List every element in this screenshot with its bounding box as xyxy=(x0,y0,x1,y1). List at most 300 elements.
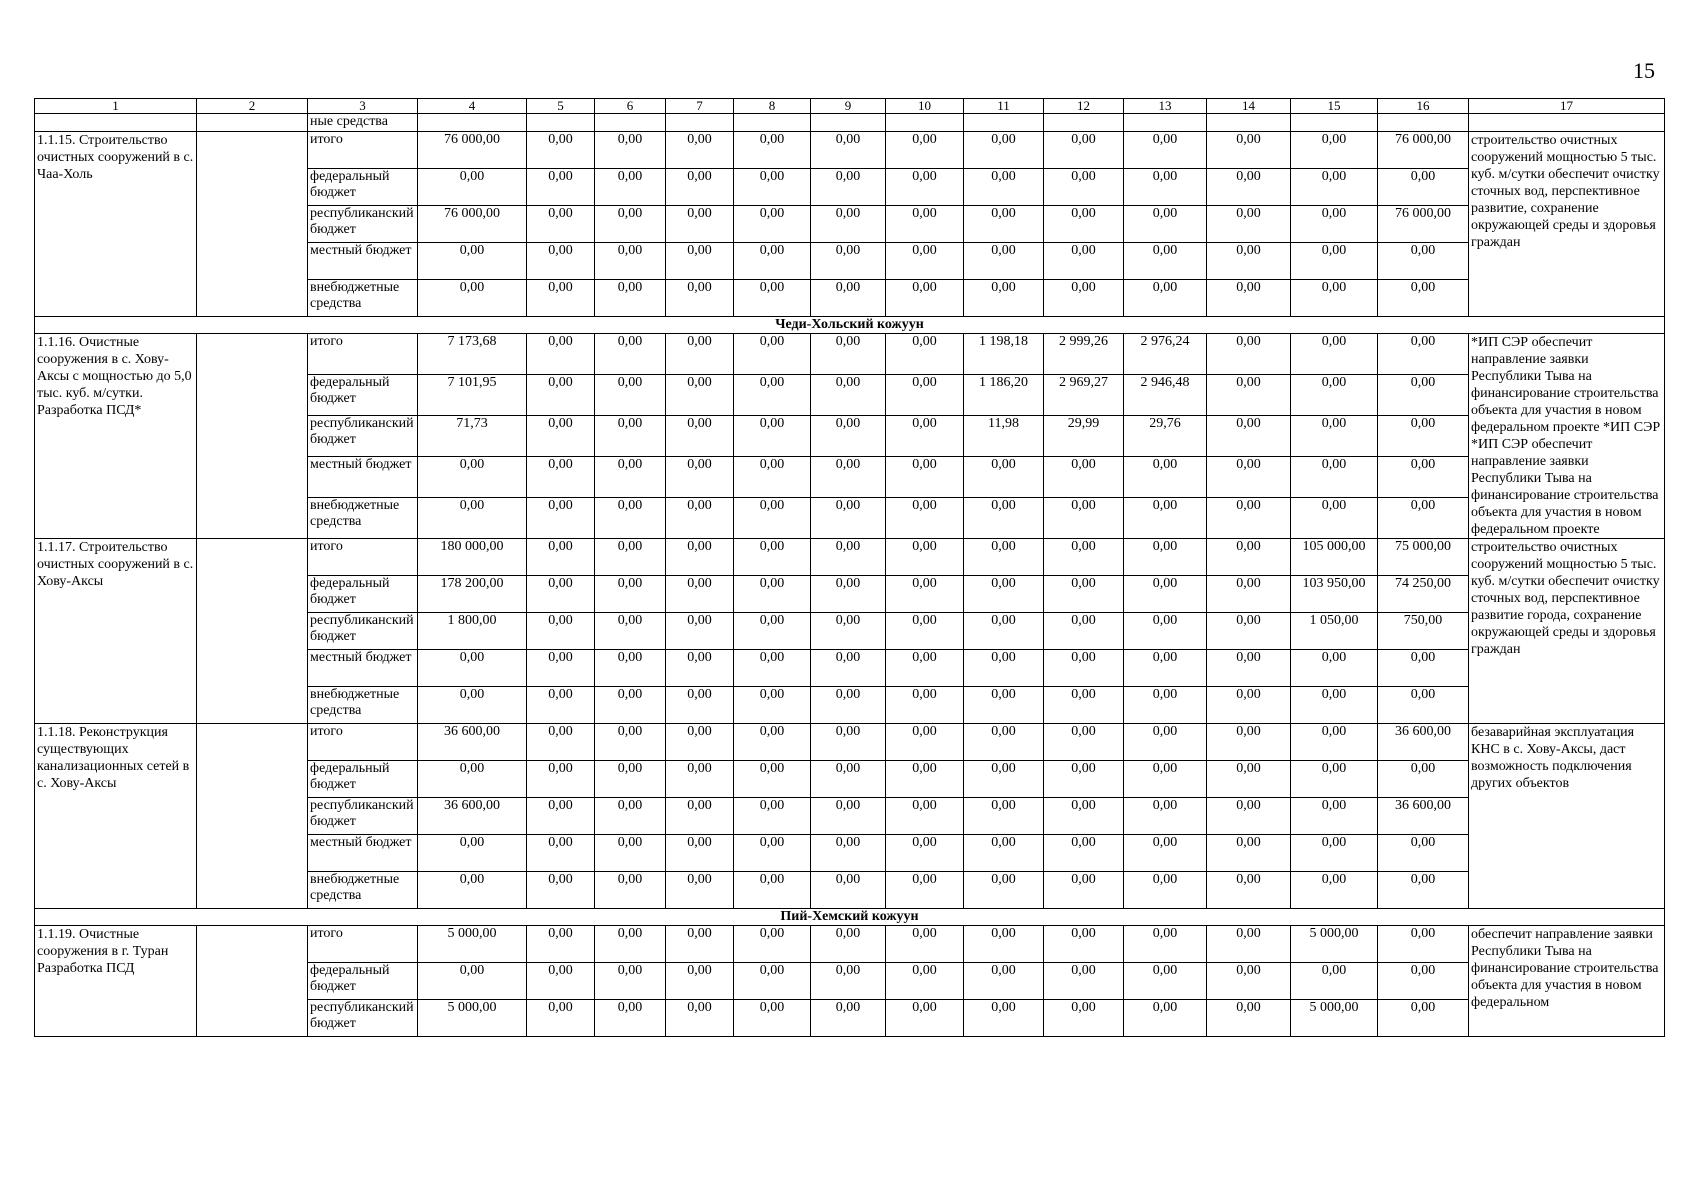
value-cell: 0,00 xyxy=(1207,457,1291,498)
value-cell: 0,00 xyxy=(1044,169,1124,206)
value-cell: 0,00 xyxy=(964,498,1044,539)
value-cell: 0,00 xyxy=(1207,613,1291,650)
measure-name: 1.1.16. Очистные сооружения в с. Хову-Аксы с мощностью до 5,0 тыс. куб. м/сутки. Разработка ПСД* xyxy=(35,334,197,539)
value-cell: 0,00 xyxy=(811,132,886,169)
value-cell: 0,00 xyxy=(666,206,734,243)
value-cell: 0,00 xyxy=(734,375,811,416)
value-cell: 0,00 xyxy=(1124,650,1207,687)
funding-source: итого xyxy=(308,539,418,576)
value-cell: 0,00 xyxy=(811,375,886,416)
value-cell: 0,00 xyxy=(811,761,886,798)
value-cell: 0,00 xyxy=(527,724,595,761)
value-cell: 0,00 xyxy=(1291,457,1378,498)
column-number: 11 xyxy=(964,99,1044,114)
value-cell: 0,00 xyxy=(811,206,886,243)
value-cell: 0,00 xyxy=(595,687,666,724)
value-cell: 0,00 xyxy=(418,872,527,909)
value-cell: 0,00 xyxy=(595,132,666,169)
section-title: Пий-Хемский кожуун xyxy=(35,909,1665,926)
value-cell: 0,00 xyxy=(734,539,811,576)
value-cell: 0,00 xyxy=(1291,280,1378,317)
budget-table xyxy=(34,98,1665,1037)
expected-result: обеспечит направление заявки Республики Тыва на финансирование строительства объекта для участия в новом федеральном xyxy=(1469,926,1665,1037)
value-cell: 0,00 xyxy=(964,872,1044,909)
value-cell: 0,00 xyxy=(595,457,666,498)
value-cell: 0,00 xyxy=(1378,835,1469,872)
value-cell: 0,00 xyxy=(1291,687,1378,724)
value-cell: 0,00 xyxy=(886,613,964,650)
value-cell: 0,00 xyxy=(734,963,811,1000)
value-cell: 0,00 xyxy=(527,132,595,169)
value-cell: 0,00 xyxy=(886,206,964,243)
value-cell: 36 600,00 xyxy=(418,724,527,761)
funding-source: внебюджетные средства xyxy=(308,498,418,539)
value-cell: 0,00 xyxy=(527,963,595,1000)
value-cell: 0,00 xyxy=(886,963,964,1000)
value-cell: 0,00 xyxy=(964,206,1044,243)
table-row xyxy=(35,539,1665,576)
value-cell: 0,00 xyxy=(886,498,964,539)
value-cell: 0,00 xyxy=(595,576,666,613)
value-cell: 0,00 xyxy=(1378,280,1469,317)
value-cell: 0,00 xyxy=(811,539,886,576)
value-cell: 0,00 xyxy=(1124,206,1207,243)
value-cell: 0,00 xyxy=(527,375,595,416)
value-cell: 29,76 xyxy=(1124,416,1207,457)
value-cell: 0,00 xyxy=(1207,539,1291,576)
value-cell: 0,00 xyxy=(964,963,1044,1000)
value-cell: 0,00 xyxy=(734,798,811,835)
table-body xyxy=(35,99,1665,1037)
value-cell: 0,00 xyxy=(811,650,886,687)
value-cell: 0,00 xyxy=(811,498,886,539)
value-cell: 0,00 xyxy=(1378,498,1469,539)
value-cell: 0,00 xyxy=(811,724,886,761)
value-cell: 0,00 xyxy=(811,576,886,613)
value-cell: 0,00 xyxy=(886,687,964,724)
value-cell: 0,00 xyxy=(1124,1000,1207,1037)
value-cell: 0,00 xyxy=(418,243,527,280)
value-cell: 0,00 xyxy=(964,835,1044,872)
value-cell: 0,00 xyxy=(1378,457,1469,498)
value-cell: 0,00 xyxy=(964,761,1044,798)
value-cell: 0,00 xyxy=(1378,334,1469,375)
value-cell: 0,00 xyxy=(811,835,886,872)
value-cell: 5 000,00 xyxy=(418,1000,527,1037)
value-cell: 0,00 xyxy=(1291,963,1378,1000)
value-cell: 0,00 xyxy=(964,926,1044,963)
value-cell: 0,00 xyxy=(1124,169,1207,206)
column-number: 4 xyxy=(418,99,527,114)
value-cell: 105 000,00 xyxy=(1291,539,1378,576)
value-cell: 0,00 xyxy=(886,280,964,317)
value-cell: 0,00 xyxy=(1124,498,1207,539)
value-cell: 0,00 xyxy=(734,613,811,650)
value-cell: 0,00 xyxy=(1207,416,1291,457)
value-cell: 0,00 xyxy=(527,872,595,909)
value-cell: 0,00 xyxy=(1124,576,1207,613)
value-cell: 0,00 xyxy=(666,1000,734,1037)
funding-source: итого xyxy=(308,724,418,761)
value-cell: 36 600,00 xyxy=(418,798,527,835)
value-cell: 0,00 xyxy=(1207,798,1291,835)
value-cell: 0,00 xyxy=(734,650,811,687)
value-cell: 0,00 xyxy=(886,872,964,909)
table-row xyxy=(35,132,1665,169)
value-cell: 0,00 xyxy=(811,416,886,457)
value-cell: 0,00 xyxy=(1044,724,1124,761)
value-cell: 0,00 xyxy=(595,613,666,650)
value-cell: 0,00 xyxy=(886,539,964,576)
value-cell: 0,00 xyxy=(1044,498,1124,539)
value-cell: 0,00 xyxy=(964,1000,1044,1037)
value-cell: 0,00 xyxy=(527,206,595,243)
value-cell: 0,00 xyxy=(886,457,964,498)
value-cell: 0,00 xyxy=(886,375,964,416)
value-cell: 1 050,00 xyxy=(1291,613,1378,650)
value-cell: 0,00 xyxy=(1291,169,1378,206)
value-cell: 0,00 xyxy=(527,416,595,457)
value-cell: 0,00 xyxy=(1207,169,1291,206)
value-cell: 0,00 xyxy=(1291,132,1378,169)
value-cell: 0,00 xyxy=(886,1000,964,1037)
value-cell: 0,00 xyxy=(1378,963,1469,1000)
value-cell: 0,00 xyxy=(1124,280,1207,317)
value-cell: 0,00 xyxy=(666,872,734,909)
value-cell: 0,00 xyxy=(1291,243,1378,280)
value-cell: 0,00 xyxy=(595,650,666,687)
funding-source: местный бюджет xyxy=(308,650,418,687)
value-cell: 0,00 xyxy=(595,539,666,576)
value-cell: 0,00 xyxy=(886,650,964,687)
value-cell: 0,00 xyxy=(666,375,734,416)
column-number: 14 xyxy=(1207,99,1291,114)
value-cell: 0,00 xyxy=(886,169,964,206)
column-number: 3 xyxy=(308,99,418,114)
value-cell: 0,00 xyxy=(811,613,886,650)
value-cell: 0,00 xyxy=(734,206,811,243)
value-cell: 0,00 xyxy=(1207,334,1291,375)
value-cell: 0,00 xyxy=(1378,1000,1469,1037)
section-row xyxy=(35,909,1665,926)
value-cell: 0,00 xyxy=(527,457,595,498)
value-cell: 0,00 xyxy=(1378,687,1469,724)
value-cell: 0,00 xyxy=(666,243,734,280)
value-cell: 74 250,00 xyxy=(1378,576,1469,613)
value-cell: 0,00 xyxy=(1378,872,1469,909)
value-cell: 0,00 xyxy=(1124,687,1207,724)
value-cell: 0,00 xyxy=(1124,963,1207,1000)
value-cell: 0,00 xyxy=(1291,416,1378,457)
value-cell: 0,00 xyxy=(734,169,811,206)
funding-source: внебюджетные средства xyxy=(308,687,418,724)
value-cell: 0,00 xyxy=(418,963,527,1000)
value-cell: 0,00 xyxy=(666,613,734,650)
value-cell: 0,00 xyxy=(734,926,811,963)
value-cell: 0,00 xyxy=(1044,872,1124,909)
value-cell: 750,00 xyxy=(1378,613,1469,650)
value-cell: 0,00 xyxy=(964,243,1044,280)
value-cell: 0,00 xyxy=(1378,650,1469,687)
value-cell: 0,00 xyxy=(666,724,734,761)
value-cell: 0,00 xyxy=(1124,613,1207,650)
section-title: Чеди-Хольский кожуун xyxy=(35,317,1665,334)
funding-source: местный бюджет xyxy=(308,835,418,872)
value-cell: 36 600,00 xyxy=(1378,798,1469,835)
value-cell: 0,00 xyxy=(886,132,964,169)
value-cell: 0,00 xyxy=(1378,926,1469,963)
value-cell: 0,00 xyxy=(527,687,595,724)
value-cell: 0,00 xyxy=(666,576,734,613)
value-cell: 0,00 xyxy=(1207,724,1291,761)
value-cell: 0,00 xyxy=(595,835,666,872)
value-cell: 0,00 xyxy=(886,798,964,835)
value-cell: 0,00 xyxy=(1291,334,1378,375)
value-cell: 0,00 xyxy=(964,457,1044,498)
value-cell: 0,00 xyxy=(1044,280,1124,317)
value-cell: 0,00 xyxy=(527,650,595,687)
value-cell: 0,00 xyxy=(527,169,595,206)
value-cell: 0,00 xyxy=(595,169,666,206)
value-cell: 0,00 xyxy=(811,687,886,724)
value-cell: 0,00 xyxy=(666,650,734,687)
value-cell: 0,00 xyxy=(886,926,964,963)
value-cell: 0,00 xyxy=(1378,243,1469,280)
value-cell: 0,00 xyxy=(1124,798,1207,835)
value-cell: 11,98 xyxy=(964,416,1044,457)
value-cell: 36 600,00 xyxy=(1378,724,1469,761)
value-cell: 0,00 xyxy=(734,457,811,498)
value-cell: 0,00 xyxy=(734,872,811,909)
value-cell: 0,00 xyxy=(1044,613,1124,650)
value-cell: 0,00 xyxy=(886,416,964,457)
value-cell: 5 000,00 xyxy=(418,926,527,963)
value-cell: 0,00 xyxy=(527,243,595,280)
value-cell: 0,00 xyxy=(811,243,886,280)
value-cell: 0,00 xyxy=(527,576,595,613)
value-cell: 0,00 xyxy=(527,539,595,576)
value-cell: 0,00 xyxy=(811,334,886,375)
value-cell: 0,00 xyxy=(527,798,595,835)
funding-source: итого xyxy=(308,334,418,375)
value-cell: 0,00 xyxy=(527,280,595,317)
value-cell: 0,00 xyxy=(1378,375,1469,416)
value-cell: 0,00 xyxy=(1207,132,1291,169)
value-cell: 0,00 xyxy=(1044,963,1124,1000)
expected-result: строительство очистных сооружений мощностью 5 тыс. куб. м/сутки обеспечит очистку сточных вод, перспективное развитие, сохранение окружающей среды и здоровья граждан xyxy=(1469,132,1665,317)
value-cell: 0,00 xyxy=(1207,1000,1291,1037)
value-cell: 2 999,26 xyxy=(1044,334,1124,375)
expected-result: строительство очистных сооружений мощностью 5 тыс. куб. м/сутки обеспечит очистку сточных вод, перспективное развитие города, сохранение окружающей среды и здоровья граждан xyxy=(1469,539,1665,724)
value-cell: 0,00 xyxy=(1044,687,1124,724)
value-cell: 0,00 xyxy=(527,613,595,650)
value-cell: 178 200,00 xyxy=(418,576,527,613)
value-cell: 0,00 xyxy=(1044,243,1124,280)
column-number: 9 xyxy=(811,99,886,114)
value-cell: 0,00 xyxy=(1044,206,1124,243)
column-number: 5 xyxy=(527,99,595,114)
value-cell: 0,00 xyxy=(1124,539,1207,576)
funding-source: внебюджетные средства xyxy=(308,280,418,317)
value-cell: 0,00 xyxy=(811,798,886,835)
value-cell: 0,00 xyxy=(1124,761,1207,798)
value-cell: 0,00 xyxy=(1291,375,1378,416)
value-cell: 0,00 xyxy=(1291,650,1378,687)
section-row xyxy=(35,317,1665,334)
value-cell: 0,00 xyxy=(595,375,666,416)
value-cell: 0,00 xyxy=(418,650,527,687)
funding-source: местный бюджет xyxy=(308,457,418,498)
value-cell: 0,00 xyxy=(734,1000,811,1037)
value-cell: 0,00 xyxy=(964,576,1044,613)
value-cell: 0,00 xyxy=(1207,872,1291,909)
value-cell: 0,00 xyxy=(527,1000,595,1037)
value-cell: 0,00 xyxy=(811,872,886,909)
continuation-row xyxy=(35,114,1665,132)
value-cell: 0,00 xyxy=(595,334,666,375)
table-row xyxy=(35,724,1665,761)
value-cell: 0,00 xyxy=(666,835,734,872)
value-cell: 103 950,00 xyxy=(1291,576,1378,613)
value-cell: 0,00 xyxy=(1044,576,1124,613)
measure-name: 1.1.19. Очистные сооружения в г. Туран Разработка ПСД xyxy=(35,926,197,1037)
value-cell: 0,00 xyxy=(418,761,527,798)
value-cell: 0,00 xyxy=(666,280,734,317)
value-cell: 0,00 xyxy=(595,280,666,317)
funding-source: местный бюджет xyxy=(308,243,418,280)
value-cell: 0,00 xyxy=(811,963,886,1000)
value-cell: 0,00 xyxy=(666,169,734,206)
value-cell: 0,00 xyxy=(666,761,734,798)
value-cell: 0,00 xyxy=(595,1000,666,1037)
value-cell: 0,00 xyxy=(1207,375,1291,416)
funding-source: федеральный бюджет xyxy=(308,963,418,1000)
column-number-row xyxy=(35,99,1665,114)
value-cell: 0,00 xyxy=(734,724,811,761)
value-cell: 0,00 xyxy=(734,835,811,872)
value-cell: 0,00 xyxy=(964,539,1044,576)
value-cell: 0,00 xyxy=(811,280,886,317)
funding-source: федеральный бюджет xyxy=(308,761,418,798)
value-cell: 0,00 xyxy=(886,761,964,798)
page-number: 15 xyxy=(1633,58,1655,83)
value-cell: 0,00 xyxy=(811,1000,886,1037)
funding-source: республиканский бюджет xyxy=(308,1000,418,1037)
value-cell: 0,00 xyxy=(964,132,1044,169)
value-cell: 0,00 xyxy=(1124,243,1207,280)
value-cell: 0,00 xyxy=(1207,650,1291,687)
value-cell: 0,00 xyxy=(886,576,964,613)
value-cell: 0,00 xyxy=(1124,835,1207,872)
value-cell: 0,00 xyxy=(734,498,811,539)
value-cell: 76 000,00 xyxy=(1378,132,1469,169)
value-cell: 0,00 xyxy=(595,872,666,909)
value-cell: 0,00 xyxy=(1207,835,1291,872)
value-cell: 0,00 xyxy=(1291,872,1378,909)
value-cell: 0,00 xyxy=(595,206,666,243)
value-cell: 0,00 xyxy=(595,416,666,457)
funding-source: федеральный бюджет xyxy=(308,576,418,613)
expected-result: безаварийная эксплуатация КНС в с. Хову-Аксы, даст возможность подключения других объектов xyxy=(1469,724,1665,909)
column-number: 1 xyxy=(35,99,197,114)
funding-source: федеральный бюджет xyxy=(308,169,418,206)
value-cell: 0,00 xyxy=(666,334,734,375)
value-cell: 0,00 xyxy=(418,498,527,539)
value-cell: 0,00 xyxy=(1124,724,1207,761)
value-cell: 0,00 xyxy=(1044,798,1124,835)
value-cell: 0,00 xyxy=(734,576,811,613)
table-row xyxy=(35,926,1665,963)
value-cell: 0,00 xyxy=(1378,416,1469,457)
value-cell: 0,00 xyxy=(734,687,811,724)
value-cell: 0,00 xyxy=(1124,457,1207,498)
value-cell: 0,00 xyxy=(1291,206,1378,243)
value-cell: 0,00 xyxy=(964,280,1044,317)
column-2-cell xyxy=(197,539,308,724)
column-number: 10 xyxy=(886,99,964,114)
value-cell: 0,00 xyxy=(1291,498,1378,539)
value-cell: 0,00 xyxy=(964,798,1044,835)
column-2-cell xyxy=(197,334,308,539)
value-cell: 5 000,00 xyxy=(1291,926,1378,963)
value-cell: 0,00 xyxy=(418,835,527,872)
value-cell: 0,00 xyxy=(1044,132,1124,169)
value-cell: 0,00 xyxy=(527,498,595,539)
value-cell: 0,00 xyxy=(886,724,964,761)
value-cell: 0,00 xyxy=(527,926,595,963)
value-cell: 0,00 xyxy=(1378,761,1469,798)
value-cell: 0,00 xyxy=(595,498,666,539)
value-cell: 0,00 xyxy=(886,334,964,375)
column-number: 6 xyxy=(595,99,666,114)
column-2-cell xyxy=(197,926,308,1037)
value-cell: 0,00 xyxy=(964,724,1044,761)
value-cell: 0,00 xyxy=(1124,132,1207,169)
column-number: 8 xyxy=(734,99,811,114)
value-cell: 0,00 xyxy=(666,926,734,963)
funding-source: внебюджетные средства xyxy=(308,872,418,909)
value-cell: 0,00 xyxy=(964,613,1044,650)
funding-source: республиканский бюджет xyxy=(308,613,418,650)
value-cell: 76 000,00 xyxy=(418,206,527,243)
value-cell: 0,00 xyxy=(811,926,886,963)
value-cell: 0,00 xyxy=(666,498,734,539)
value-cell: 0,00 xyxy=(1124,872,1207,909)
value-cell: 0,00 xyxy=(595,243,666,280)
value-cell: 0,00 xyxy=(1044,835,1124,872)
value-cell: 0,00 xyxy=(734,243,811,280)
value-cell: 0,00 xyxy=(595,798,666,835)
value-cell: 0,00 xyxy=(1124,926,1207,963)
column-2-cell xyxy=(197,132,308,317)
value-cell: 76 000,00 xyxy=(418,132,527,169)
funding-source: итого xyxy=(308,132,418,169)
value-cell: 2 976,24 xyxy=(1124,334,1207,375)
measure-name: 1.1.18. Реконструкция существующих канализационных сетей в с. Хову-Аксы xyxy=(35,724,197,909)
value-cell: 0,00 xyxy=(734,132,811,169)
column-number: 13 xyxy=(1124,99,1207,114)
value-cell: 0,00 xyxy=(1207,687,1291,724)
table-row xyxy=(35,334,1665,375)
value-cell: 0,00 xyxy=(418,280,527,317)
value-cell: 0,00 xyxy=(595,761,666,798)
value-cell: 0,00 xyxy=(1044,926,1124,963)
value-cell: 2 969,27 xyxy=(1044,375,1124,416)
value-cell: 0,00 xyxy=(1207,498,1291,539)
value-cell: 0,00 xyxy=(1291,724,1378,761)
value-cell: 0,00 xyxy=(527,761,595,798)
value-cell: 0,00 xyxy=(811,457,886,498)
